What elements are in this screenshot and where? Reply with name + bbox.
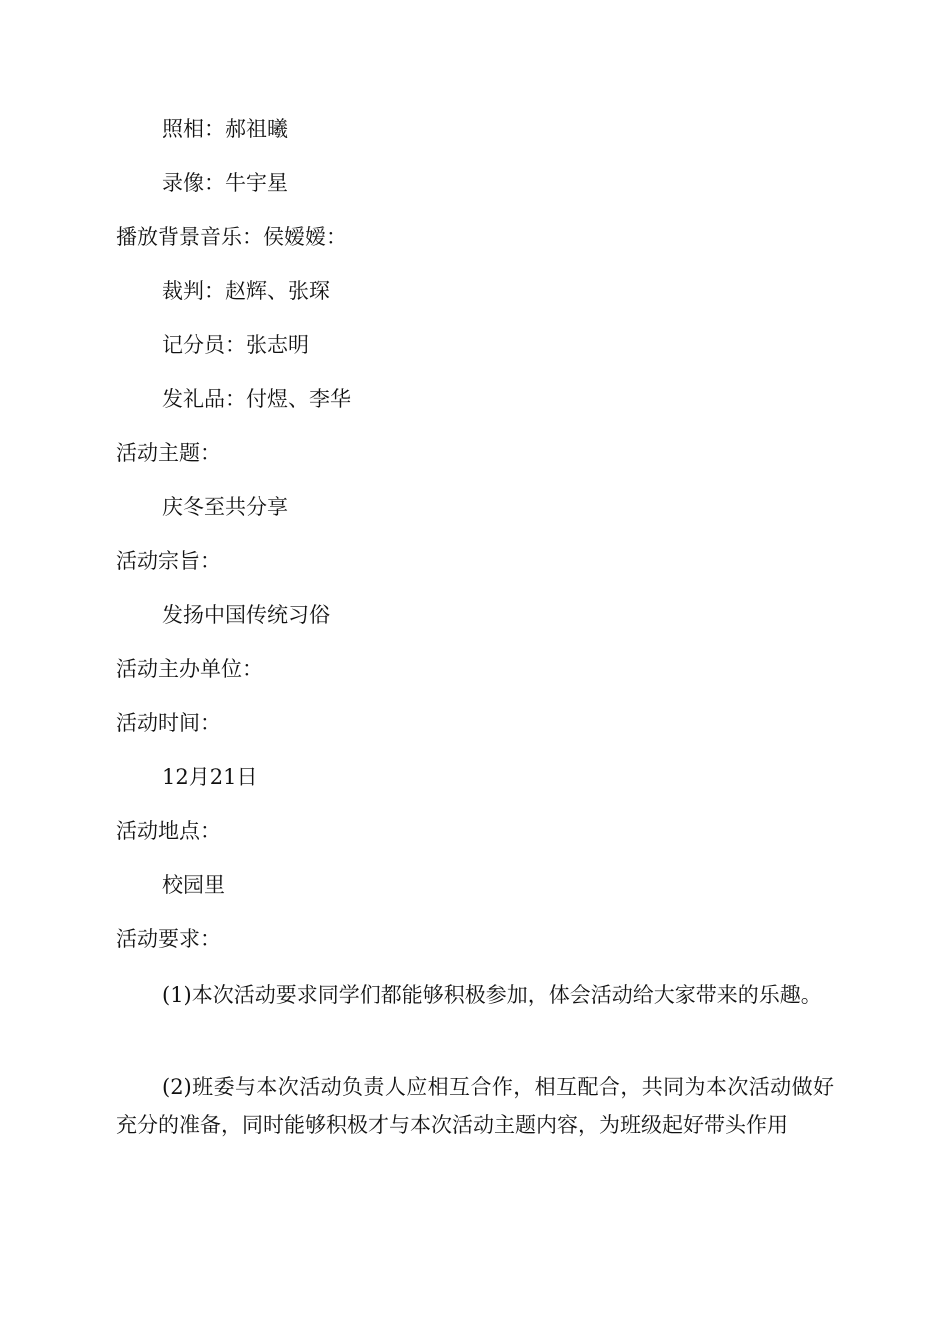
photographer-line: 照相：郝祖曦 <box>162 117 288 141</box>
requirement-paragraph-1: (1)本次活动要求同学们都能够积极参加，体会活动给大家带来的乐趣。 <box>162 983 822 1007</box>
activity-purpose-value: 发扬中国传统习俗 <box>162 603 330 627</box>
activity-theme-heading: 活动主题： <box>116 441 221 465</box>
referee-line: 裁判：赵辉、张琛 <box>162 279 330 303</box>
requirement-paragraph-2: (2)班委与本次活动负责人应相互合作，相互配合，共同为本次活动做好充分的准备，同时能够积极才与本次活动主题内容，为班级起好带头作用 <box>116 1075 834 1137</box>
activity-location-heading: 活动地点： <box>116 819 221 843</box>
activity-theme-value: 庆冬至共分享 <box>162 495 288 519</box>
activity-time-heading: 活动时间： <box>116 711 221 735</box>
videographer-line: 录像：牛宇星 <box>162 171 288 195</box>
activity-purpose-heading: 活动宗旨： <box>116 549 221 573</box>
background-music-line: 播放背景音乐：侯嫒嫒： <box>116 225 347 249</box>
activity-time-value: 12月21日 <box>162 765 258 789</box>
activity-location-value: 校园里 <box>162 873 225 897</box>
gift-distribution-line: 发礼品：付煜、李华 <box>162 387 351 411</box>
activity-requirements-heading: 活动要求： <box>116 927 221 951</box>
organizer-heading: 活动主办单位： <box>116 657 263 681</box>
scorekeeper-line: 记分员：张志明 <box>162 333 309 357</box>
